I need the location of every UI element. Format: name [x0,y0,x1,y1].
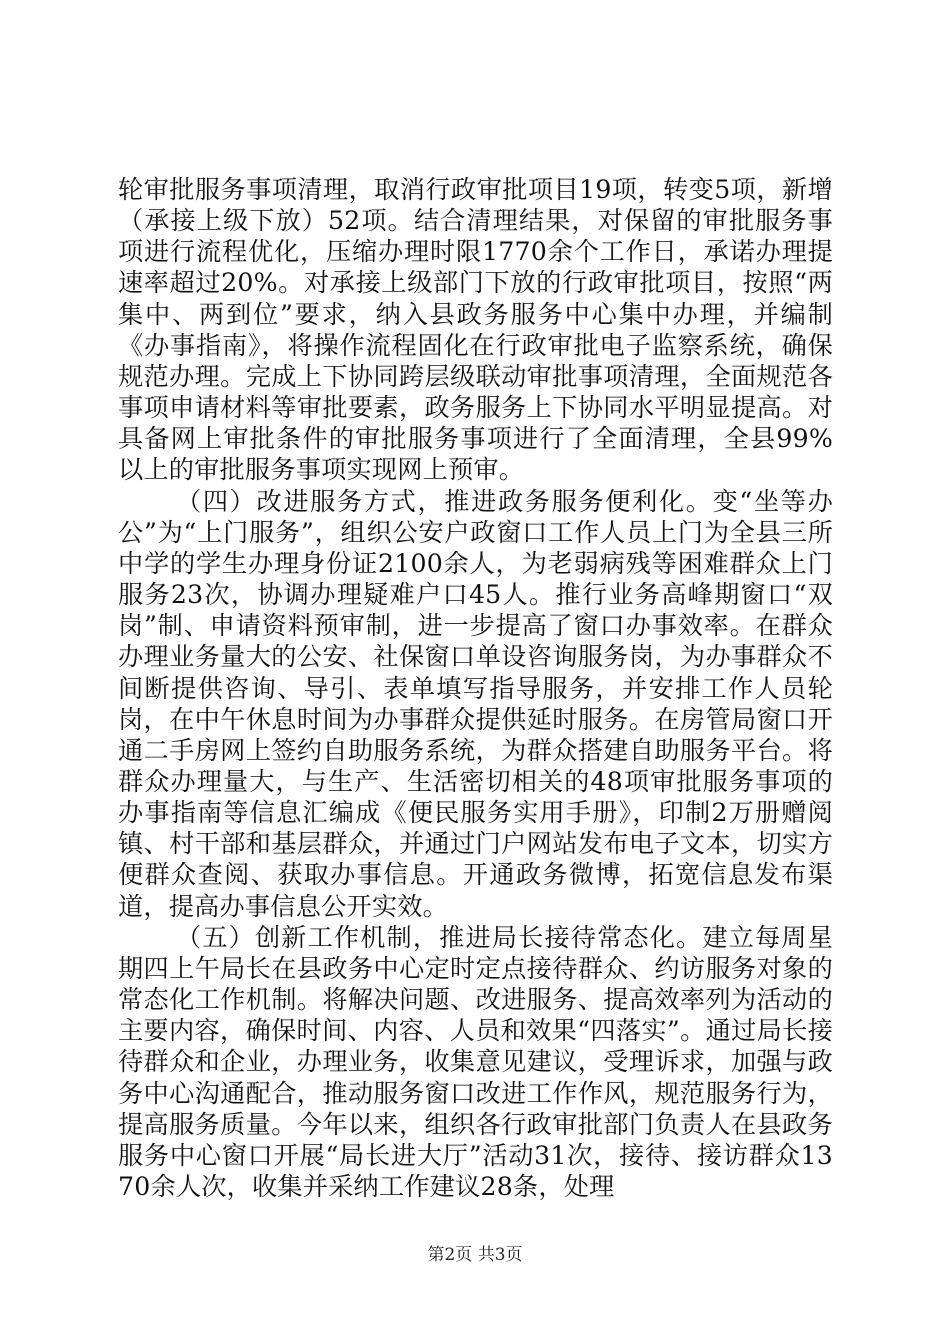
paragraph-service-method: （四）改进服务方式，推进政务服务便利化。变“坐等办公”为“上门服务”，组织公安户政窗口工作人员上门为全县三所中学的学生办理身份证2100余人，为老弱病残等困难群众上门服务23次，协调办理疑难户口45人。推行业务高峰期窗口“双岗”制、申请资料预审制，进一步提高了窗口办事效率。在群众办理业务量大的公安、社保窗口单设咨询服务岗，为办事群众不间断提供咨询、导引、表单填写指导服务，并安排工作人员轮岗，在中午休息时间为办事群众提供延时服务。在房管局窗口开通二手房网上签约自助服务系统，为群众搭建自助服务平台。将群众办理量大，与生产、生活密切相关的48项审批服务事项的办事指南等信息汇编成《便民服务实用手册》，印制2万册赠阅镇、村干部和基层群众，并通过门户网站发布电子文本，切实方便群众查阅、获取办事信息。开通政务微博，拓宽信息发布渠道，提高办事信息公开实效。 [118,486,833,921]
document-body [118,174,833,1202]
page-footer: 第2页 共3页 [427,1245,523,1265]
paragraph-review-cleanup: 轮审批服务事项清理，取消行政审批项目19项，转变5项，新增（承接上级下放）52项。结合清理结果，对保留的审批服务事项进行流程优化，压缩办理时限1770余个工作日，承诺办理提速率超过20%。对承接上级部门下放的行政审批项目，按照“两集中、两到位”要求，纳入县政务服务中心集中办理，并编制《办事指南》，将操作流程固化在行政审批电子监察系统，确保规范办理。完成上下协同跨层级联动审批事项清理，全面规范各事项申请材料等审批要素，政务服务上下协同水平明显提高。对具备网上审批条件的审批服务事项进行了全面清理，全县99%以上的审批服务事项实现网上预审。 [118,175,833,485]
paragraph-work-mechanism: （五）创新工作机制，推进局长接待常态化。建立每周星期四上午局长在县政务中心定时定点接待群众、约访服务对象的常态化工作机制。将解决问题、改进服务、提高效率列为活动的主要内容，确保时间、内容、人员和效果“四落实”。通过局长接待群众和企业，办理业务，收集意见建议，受理诉求，加强与政务中心沟通配合，推动服务窗口改进工作作风，规范服务行为，提高服务质量。今年以来，组织各行政审批部门负责人在县政务服务中心窗口开展“局长进大厅”活动31次，接待、接访群众1370余人次，收集并采纳工作建议28条，处理 [118,922,833,1201]
